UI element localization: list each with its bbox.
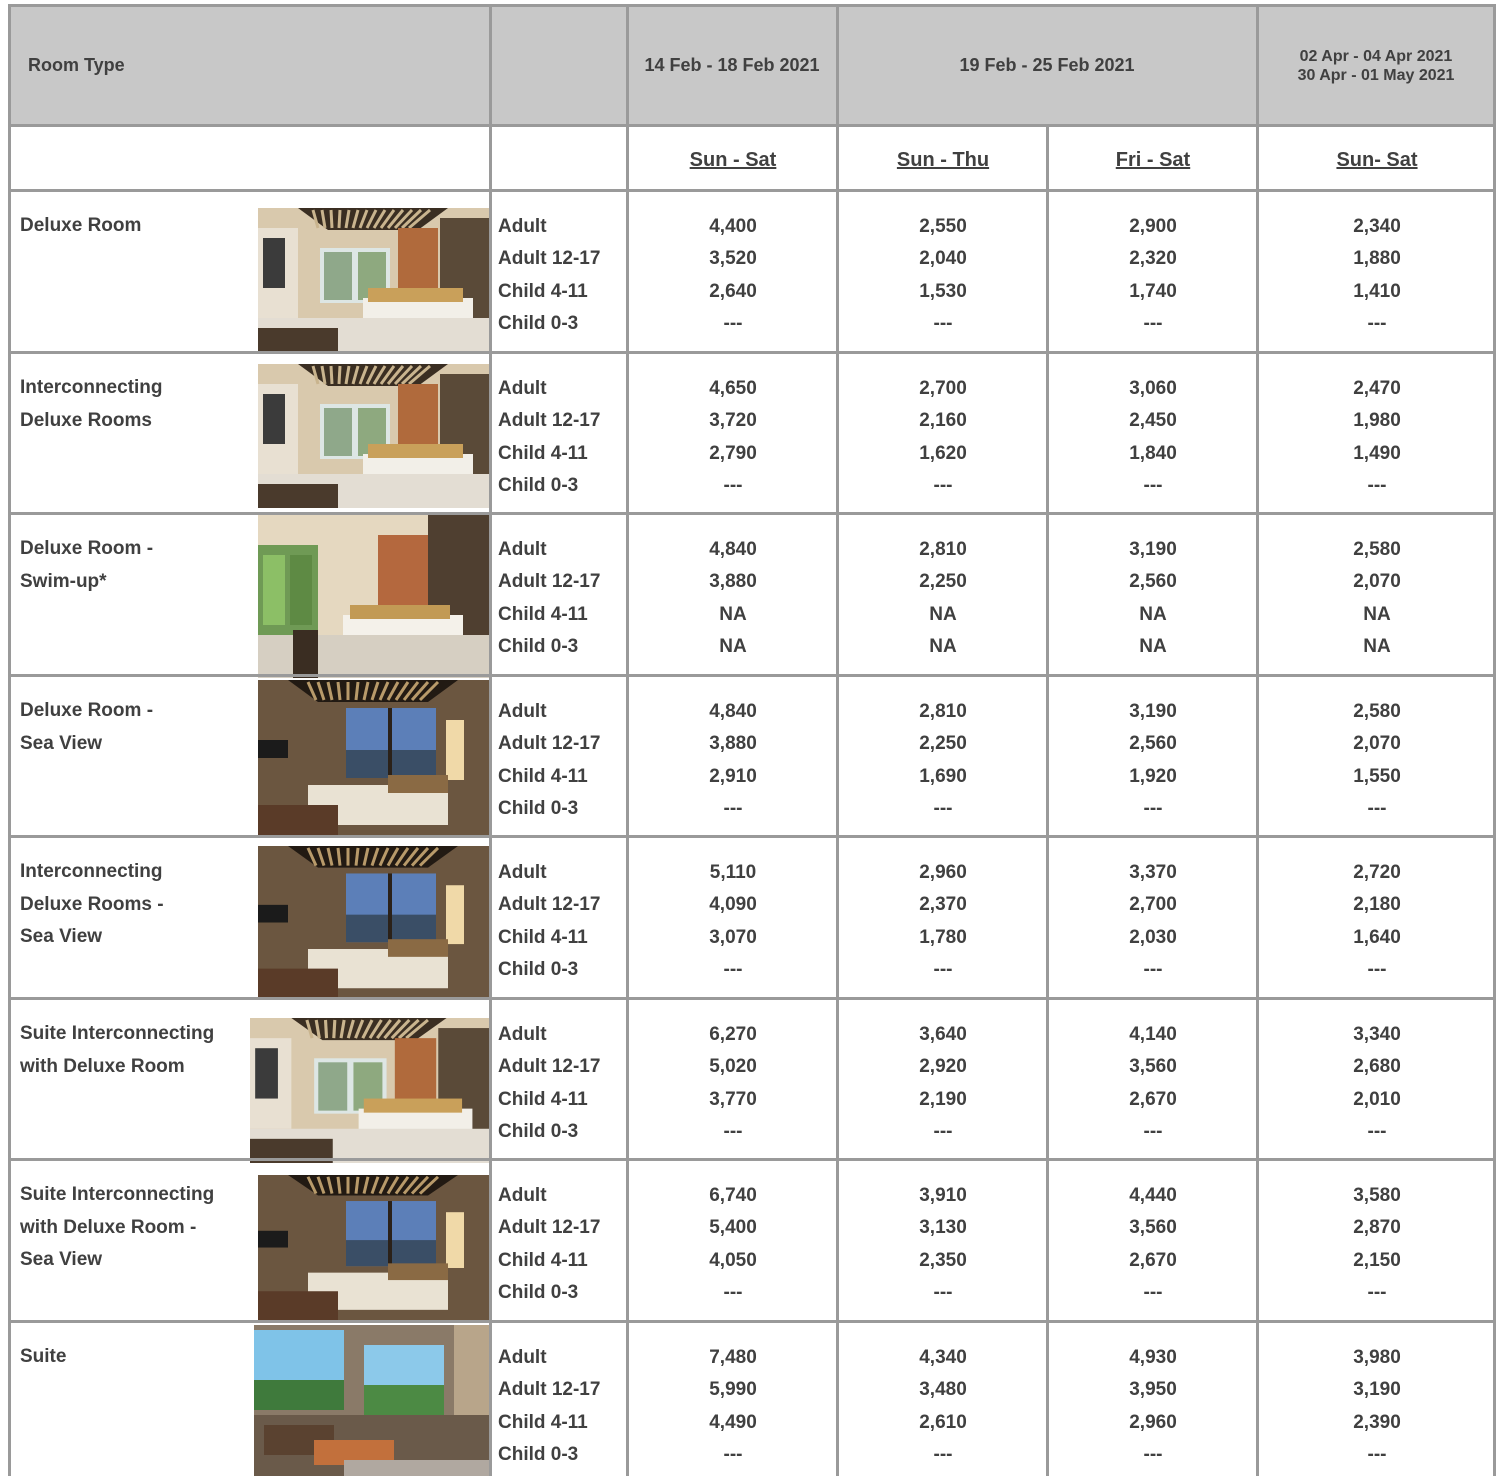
rate-value: ---	[1143, 797, 1163, 819]
rate-value: 1,840	[1129, 442, 1177, 464]
rate-value: 6,740	[709, 1185, 757, 1206]
rate-value: 2,250	[919, 733, 967, 755]
rate-column-2	[838, 1019, 1048, 1148]
guest-category-label: Adult	[498, 539, 547, 560]
rate-value: 2,580	[1353, 539, 1401, 560]
guest-category-label: Adult 12-17	[498, 410, 601, 432]
rate-value: 2,250	[919, 571, 967, 593]
rate-value: 3,950	[1129, 1379, 1177, 1401]
rate-column-1	[628, 1180, 838, 1309]
rate-value: 2,920	[919, 1056, 967, 1078]
subheader-col-1: Sun - Sat	[689, 149, 777, 171]
rate-value: 4,090	[709, 894, 757, 916]
rate-value: 1,690	[919, 765, 967, 787]
rate-value: 3,560	[1129, 1217, 1177, 1239]
rate-value: ---	[933, 1281, 953, 1303]
column-divider	[489, 4, 492, 1476]
deluxe-room-photo	[258, 364, 490, 508]
rate-column-4	[1258, 373, 1496, 502]
guest-category-label: Adult	[498, 1024, 547, 1045]
rate-column-2	[838, 373, 1048, 502]
guest-category-label: Child 0-3	[498, 1120, 579, 1142]
rate-value: 2,610	[919, 1411, 967, 1433]
sea-view-room-photo	[258, 1175, 490, 1321]
row-divider	[8, 674, 1496, 677]
rate-value: 5,110	[709, 862, 757, 883]
rate-value: 7,480	[709, 1347, 757, 1368]
rate-value: 1,780	[919, 926, 967, 948]
rate-value: ---	[723, 1443, 743, 1465]
rate-column-3	[1048, 373, 1258, 502]
rate-value: 2,350	[919, 1249, 967, 1271]
rate-value: 2,640	[709, 280, 757, 302]
rate-value: 2,700	[1129, 894, 1177, 916]
rate-value: ---	[1143, 312, 1163, 334]
rate-value: ---	[1143, 958, 1163, 980]
rate-value: 1,490	[1353, 442, 1401, 464]
rate-column-3	[1048, 857, 1258, 986]
header-period-3-line-1: 02 Apr - 04 Apr 2021	[1299, 47, 1453, 65]
rate-value: 3,130	[919, 1217, 967, 1239]
rate-value: ---	[1367, 312, 1387, 334]
rate-column-3	[1048, 1019, 1258, 1148]
rate-value: 3,370	[1129, 862, 1177, 883]
room-name: Suite Interconnecting with Deluxe Room - Sea View	[20, 1184, 215, 1270]
rate-value: 4,140	[1129, 1024, 1177, 1045]
rate-column-4	[1258, 696, 1496, 825]
guest-category-list	[498, 211, 600, 340]
row-divider	[8, 997, 1496, 1000]
rate-value: 1,530	[919, 280, 967, 302]
rate-value: 3,560	[1129, 1056, 1177, 1078]
rate-value: 3,190	[1129, 539, 1177, 560]
room-name: Deluxe Room - Swim-up*	[20, 538, 154, 592]
subheader-divider	[8, 189, 1496, 192]
rate-value: ---	[1367, 958, 1387, 980]
rate-value: 3,340	[1353, 1024, 1401, 1045]
rate-value: 2,370	[919, 894, 967, 916]
rate-value: 1,640	[1353, 926, 1401, 948]
rate-column-3	[1048, 1342, 1258, 1471]
rate-value: 4,930	[1129, 1347, 1177, 1368]
rate-value: ---	[723, 958, 743, 980]
guest-category-label: Child 4-11	[498, 765, 588, 787]
rate-column-4	[1258, 857, 1496, 986]
rate-value: 3,880	[709, 733, 757, 755]
rate-value: 4,340	[919, 1347, 967, 1368]
rate-value: 2,160	[919, 410, 967, 432]
guest-category-label: Child 4-11	[498, 1088, 588, 1110]
guest-category-label: Adult 12-17	[498, 1379, 601, 1401]
sea-view-room-photo	[258, 846, 490, 1000]
rate-value: 2,910	[709, 765, 757, 787]
header-period-3-line-2: 30 Apr - 01 May 2021	[1297, 67, 1455, 84]
rate-value: 5,400	[709, 1217, 757, 1239]
guest-category-label: Adult 12-17	[498, 894, 601, 916]
guest-category-label: Child 4-11	[498, 926, 588, 948]
rate-value: 3,190	[1353, 1379, 1401, 1401]
rate-value: 1,410	[1353, 280, 1401, 302]
rate-value: 2,670	[1129, 1088, 1177, 1110]
room-name: Interconnecting Deluxe Rooms - Sea View	[20, 861, 164, 947]
rate-value: ---	[1367, 797, 1387, 819]
rate-column-4	[1258, 1342, 1496, 1471]
header-divider	[8, 124, 1496, 127]
rate-value: 2,870	[1353, 1217, 1401, 1239]
rate-value: 2,560	[1129, 571, 1177, 593]
rate-value: ---	[723, 474, 743, 496]
rate-value: 2,190	[919, 1088, 967, 1110]
guest-category-label: Adult 12-17	[498, 571, 601, 593]
rate-value: 2,070	[1353, 571, 1401, 593]
guest-category-list	[498, 696, 600, 825]
deluxe-room-photo	[258, 208, 490, 352]
rate-column-2	[838, 857, 1048, 986]
rate-value: ---	[933, 474, 953, 496]
rate-column-3	[1048, 534, 1258, 663]
subheader-col-4: Sun- Sat	[1336, 149, 1418, 171]
rate-value: ---	[1143, 1443, 1163, 1465]
header-period-2: 19 Feb - 25 Feb 2021	[959, 55, 1135, 76]
row-divider	[8, 1320, 1496, 1323]
rate-value: NA	[719, 603, 747, 625]
rate-value: 3,770	[709, 1088, 757, 1110]
table-border-left	[8, 4, 11, 1476]
rate-value: 2,580	[1353, 701, 1401, 722]
guest-category-label: Child 0-3	[498, 797, 579, 819]
guest-category-label: Adult 12-17	[498, 1056, 601, 1078]
guest-category-list	[498, 373, 600, 502]
rate-value: 1,550	[1353, 765, 1401, 787]
rate-value: 4,840	[709, 539, 757, 560]
rate-value: ---	[1143, 1281, 1163, 1303]
rate-value: 2,040	[919, 248, 967, 270]
rate-value: ---	[933, 797, 953, 819]
guest-category-list	[498, 857, 600, 986]
rate-value: 2,790	[709, 442, 757, 464]
rate-column-1	[628, 534, 838, 663]
rate-value: 3,060	[1129, 378, 1177, 399]
rate-column-1	[628, 696, 838, 825]
column-divider	[836, 4, 839, 1476]
table-border-top	[8, 4, 1496, 7]
rate-column-1	[628, 373, 838, 502]
guest-category-label: Child 0-3	[498, 474, 579, 496]
rate-value: 2,470	[1353, 378, 1401, 399]
guest-category-label: Adult	[498, 862, 547, 883]
rate-column-2	[838, 696, 1048, 825]
rate-value: 2,670	[1129, 1249, 1177, 1271]
column-divider	[1256, 4, 1259, 1476]
rate-value: 2,010	[1353, 1088, 1401, 1110]
room-name: Deluxe Room	[20, 215, 142, 236]
rate-value: 2,030	[1129, 926, 1177, 948]
rate-value: 4,440	[1129, 1185, 1177, 1206]
rate-value: 1,880	[1353, 248, 1401, 270]
rate-value: 2,680	[1353, 1056, 1401, 1078]
rate-value: 6,270	[709, 1024, 757, 1045]
sea-view-room-photo	[258, 680, 490, 837]
rate-value: 3,880	[709, 571, 757, 593]
rate-column-1	[628, 1342, 838, 1471]
room-name: Suite	[20, 1346, 67, 1367]
rate-value: NA	[1139, 603, 1167, 625]
rate-value: 4,400	[709, 216, 757, 237]
header-period-1: 14 Feb - 18 Feb 2021	[644, 55, 820, 76]
table-border-right	[1493, 4, 1496, 1476]
rate-value: ---	[933, 958, 953, 980]
guest-category-label: Child 4-11	[498, 280, 588, 302]
guest-category-label: Adult	[498, 216, 547, 237]
rate-column-1	[628, 211, 838, 340]
rate-value: ---	[723, 1281, 743, 1303]
rate-column-2	[838, 534, 1048, 663]
rate-value: 2,900	[1129, 216, 1177, 237]
rate-value: NA	[929, 603, 957, 625]
rate-value: 5,020	[709, 1056, 757, 1078]
rate-column-2	[838, 211, 1048, 340]
rate-value: 4,650	[709, 378, 757, 399]
deluxe-room-photo	[250, 1018, 490, 1163]
guest-category-label: Adult	[498, 378, 547, 399]
rate-value: 1,980	[1353, 410, 1401, 432]
suite-room-photo	[254, 1325, 490, 1476]
room-name: Suite Interconnecting with Deluxe Room	[20, 1023, 215, 1077]
rate-column-1	[628, 857, 838, 986]
rate-value: 3,520	[709, 248, 757, 270]
guest-category-label: Adult 12-17	[498, 248, 601, 270]
rate-value: 2,810	[919, 539, 967, 560]
column-divider	[1046, 124, 1049, 1476]
rate-column-3	[1048, 696, 1258, 825]
rate-column-3	[1048, 211, 1258, 340]
rate-value: ---	[1367, 474, 1387, 496]
header-period-3	[1258, 6, 1494, 126]
rate-value: 3,720	[709, 410, 757, 432]
rate-value: 2,550	[919, 216, 967, 237]
rate-value: 2,320	[1129, 248, 1177, 270]
rate-value: ---	[723, 797, 743, 819]
row-divider	[8, 351, 1496, 354]
rate-column-4	[1258, 1180, 1496, 1309]
guest-category-label: Child 0-3	[498, 635, 579, 657]
guest-category-label: Child 4-11	[498, 1249, 588, 1271]
rate-value: 5,990	[709, 1379, 757, 1401]
rate-value: ---	[933, 1443, 953, 1465]
row-divider	[8, 1158, 1496, 1161]
rate-value: 2,960	[1129, 1411, 1177, 1433]
rate-value: ---	[1143, 1120, 1163, 1142]
rate-value: 3,580	[1353, 1185, 1401, 1206]
rate-value: 3,070	[709, 926, 757, 948]
guest-category-label: Child 0-3	[498, 312, 579, 334]
guest-category-label: Child 0-3	[498, 1281, 579, 1303]
guest-category-label: Child 0-3	[498, 1443, 579, 1465]
guest-category-list	[498, 534, 600, 663]
rate-value: NA	[929, 635, 957, 657]
rate-value: ---	[933, 312, 953, 334]
rate-value: 3,640	[919, 1024, 967, 1045]
header-room-type: Room Type	[28, 55, 125, 76]
rate-value: NA	[1363, 603, 1391, 625]
rate-value: 2,960	[919, 862, 967, 883]
rate-value: 4,050	[709, 1249, 757, 1271]
rate-value: 2,180	[1353, 894, 1401, 916]
rate-value: 3,980	[1353, 1347, 1401, 1368]
rate-column-4	[1258, 534, 1496, 663]
rate-value: 3,910	[919, 1185, 967, 1206]
rate-column-3	[1048, 1180, 1258, 1309]
rate-value: NA	[719, 635, 747, 657]
rate-column-1	[628, 1019, 838, 1148]
row-divider	[8, 835, 1496, 838]
rate-value: ---	[723, 1120, 743, 1142]
rate-value: 1,740	[1129, 280, 1177, 302]
rate-column-2	[838, 1180, 1048, 1309]
rate-value: 1,620	[919, 442, 967, 464]
row-divider	[8, 512, 1496, 515]
rate-value: ---	[1143, 474, 1163, 496]
room-name: Interconnecting Deluxe Rooms	[20, 377, 163, 431]
rate-value: 2,150	[1353, 1249, 1401, 1271]
rate-value: 2,070	[1353, 733, 1401, 755]
rate-column-4	[1258, 211, 1496, 340]
guest-category-list	[498, 1180, 600, 1309]
column-divider	[626, 4, 629, 1476]
rate-column-4	[1258, 1019, 1496, 1148]
rate-value: ---	[1367, 1120, 1387, 1142]
rate-value: NA	[1139, 635, 1167, 657]
rate-value: 2,390	[1353, 1411, 1401, 1433]
rate-value: 1,920	[1129, 765, 1177, 787]
rate-value: ---	[933, 1120, 953, 1142]
rate-value: 3,480	[919, 1379, 967, 1401]
swim-up-room-photo	[258, 515, 490, 678]
guest-category-label: Child 4-11	[498, 1411, 588, 1433]
rate-value: 2,560	[1129, 733, 1177, 755]
rate-value: 2,700	[919, 378, 967, 399]
subheader-col-2: Sun - Thu	[896, 149, 990, 171]
guest-category-label: Child 0-3	[498, 958, 579, 980]
rate-value: 2,810	[919, 701, 967, 722]
rate-value: 3,190	[1129, 701, 1177, 722]
rate-value: 4,490	[709, 1411, 757, 1433]
guest-category-label: Adult	[498, 1347, 547, 1368]
rate-value: 4,840	[709, 701, 757, 722]
guest-category-label: Adult 12-17	[498, 1217, 601, 1239]
rate-value: 2,340	[1353, 216, 1401, 237]
rate-value: ---	[723, 312, 743, 334]
rate-value: ---	[1367, 1281, 1387, 1303]
guest-category-label: Child 4-11	[498, 603, 588, 625]
room-name: Deluxe Room - Sea View	[20, 700, 154, 754]
rate-column-2	[838, 1342, 1048, 1471]
rate-value: ---	[1367, 1443, 1387, 1465]
subheader-col-3: Fri - Sat	[1115, 149, 1191, 171]
guest-category-label: Adult 12-17	[498, 733, 601, 755]
rate-value: 2,450	[1129, 410, 1177, 432]
guest-category-label: Adult	[498, 1185, 547, 1206]
guest-category-list	[498, 1019, 600, 1148]
guest-category-label: Adult	[498, 701, 547, 722]
guest-category-label: Child 4-11	[498, 442, 588, 464]
rate-value: NA	[1363, 635, 1391, 657]
guest-category-list	[498, 1342, 600, 1471]
rate-value: 2,720	[1353, 862, 1401, 883]
